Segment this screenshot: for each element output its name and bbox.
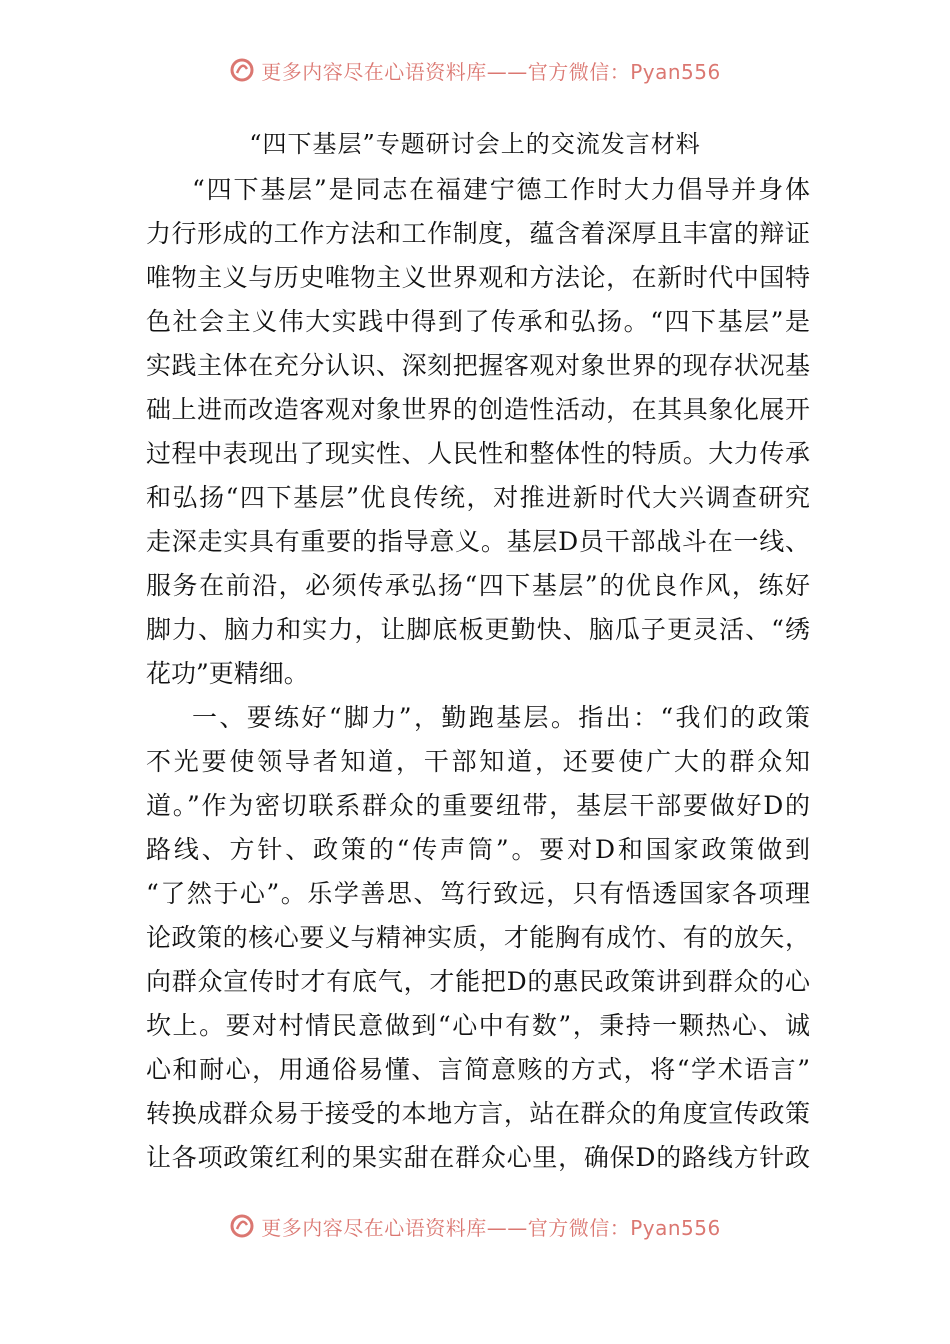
body-line: 坎上。要对村情民意做到“心中有数”，秉持一颗热心、诚 [146,1011,810,1040]
body-line: 力行形成的工作方法和工作制度，蕴含着深厚且丰富的辩证 [146,219,810,248]
body-line: “四下基层”是同志在福建宁德工作时大力倡导并身体 [192,175,810,204]
body-line: 实践主体在充分认识、深刻把握客观对象世界的现存状况基 [146,351,810,380]
footer-watermark-text: 更多内容尽在心语资料库——官方微信：Pyan556 [261,1215,721,1240]
body-line: 论政策的核心要义与精神实质，才能胸有成竹、有的放矢， [146,923,810,952]
body-line: 向群众宣传时才有底气，才能把D的惠民政策讲到群众的心 [146,967,810,996]
body-line: 路线、方针、政策的“传声筒”。要对D和国家政策做到 [146,835,810,864]
body-line: “了然于心”。乐学善思、笃行致远，只有悟透国家各项理 [146,879,810,908]
watermark-logo-icon [229,57,255,83]
body-line: 过程中表现出了现实性、人民性和整体性的特质。大力传承 [146,439,810,468]
body-line: 服务在前沿，必须传承弘扬“四下基层”的优良作风，练好 [146,571,810,600]
body-line: 走深走实具有重要的指导意义。基层D员干部战斗在一线、 [146,527,810,556]
header-watermark-text: 更多内容尽在心语资料库——官方微信：Pyan556 [261,59,721,84]
body-line: 心和耐心，用通俗易懂、言简意赅的方式，将“学术语言” [146,1055,810,1084]
body-line: 础上进而改造客观对象世界的创造性活动，在其具象化展开 [146,395,810,424]
body-line: 唯物主义与历史唯物主义世界观和方法论，在新时代中国特 [146,263,810,292]
body-line: 和弘扬“四下基层”优良传统，对推进新时代大兴调查研究 [146,483,810,512]
body-line: 不光要使领导者知道，干部知道，还要使广大的群众知 [146,747,810,776]
watermark-logo-icon [229,1213,255,1239]
header-watermark [0,50,950,90]
body-line: 道。”作为密切联系群众的重要纽带，基层干部要做好D的 [146,791,810,820]
body-line: 花功”更精细。 [146,659,309,688]
footer-watermark [0,1206,950,1246]
body-line: 色社会主义伟大实践中得到了传承和弘扬。“四下基层”是 [146,307,810,336]
document-title: “四下基层”专题研讨会上的交流发言材料 [249,130,701,158]
body-line: 一、要练好“脚力”，勤跑基层。指出：“我们的政策 [192,703,810,732]
body-line: 脚力、脑力和实力，让脚底板更勤快、脑瓜子更灵活、“绣 [146,615,810,644]
body-line: 让各项政策红利的果实甜在群众心里，确保D的路线方针政 [146,1143,810,1172]
body-line: 转换成群众易于接受的本地方言，站在群众的角度宣传政策 [146,1099,810,1128]
document-body [146,168,810,1180]
